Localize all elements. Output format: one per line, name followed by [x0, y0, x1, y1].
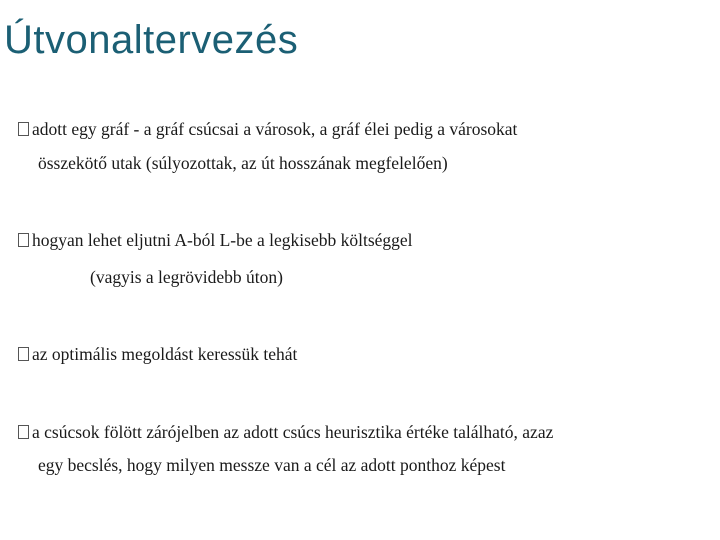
bullet-3-text-1: az optimális megoldást keressük tehát [32, 344, 298, 364]
bullet-4-line-1 [18, 421, 553, 443]
bullet-3-line-1 [18, 343, 297, 365]
bullet-1-line-2: összekötő utak (súlyozottak, az út hosszának megfelelően) [38, 153, 448, 173]
bullet-2-text-1: hogyan lehet eljutni A-ból L-be a legkisebb költséggel [32, 230, 413, 250]
slide-title: Útvonaltervezés [4, 18, 299, 62]
bullet-box-icon [18, 233, 29, 247]
bullet-1-line-1 [18, 118, 517, 140]
bullet-2-line-2: (vagyis a legrövidebb úton) [90, 267, 283, 287]
bullet-2-line-1 [18, 229, 413, 251]
bullet-box-icon [18, 122, 29, 136]
bullet-4-text-1: a csúcsok fölött zárójelben az adott csúcs heurisztika értéke található, azaz [32, 422, 554, 442]
bullet-box-icon [18, 425, 29, 439]
bullet-4-line-2: egy becslés, hogy milyen messze van a cél az adott ponthoz képest [38, 455, 506, 475]
bullet-box-icon [18, 347, 29, 361]
bullet-1-text-1: adott egy gráf - a gráf csúcsai a városok, a gráf élei pedig a városokat [32, 119, 518, 139]
